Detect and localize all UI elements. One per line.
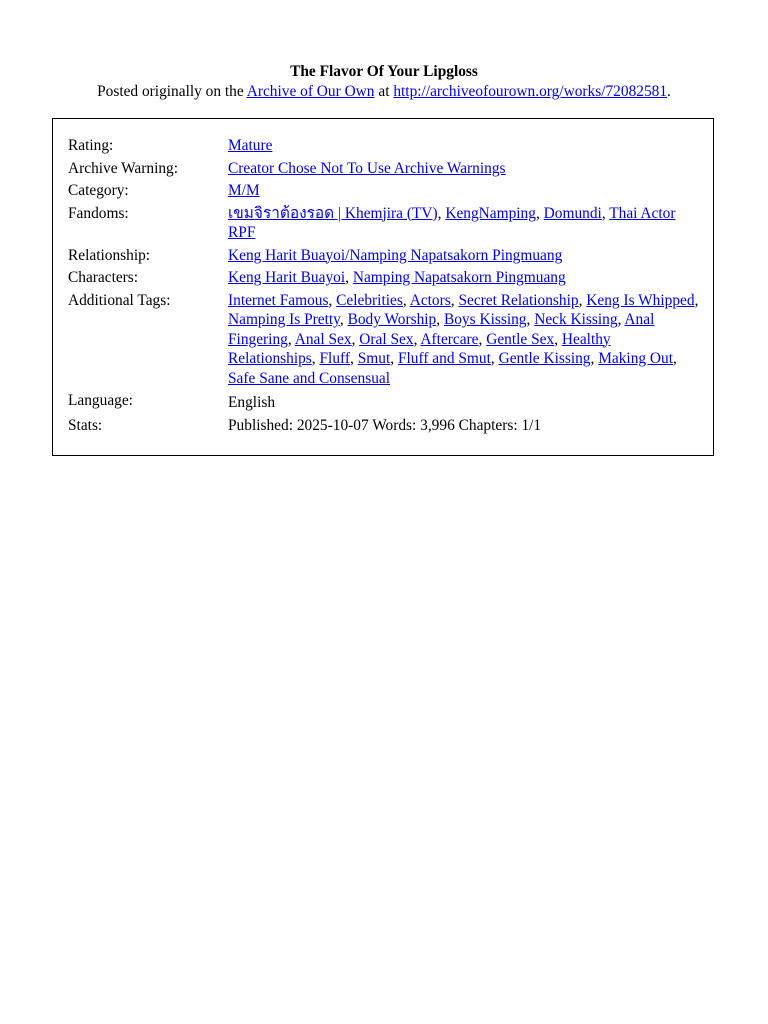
work-meta-box <box>52 118 714 456</box>
warning-label: Archive Warning: <box>68 159 179 177</box>
tag-link[interactable]: Fluff <box>319 350 351 367</box>
tag-link[interactable]: Anal Fingering <box>228 311 655 348</box>
rating-link[interactable]: Mature <box>228 137 273 154</box>
category-value <box>228 181 700 204</box>
tag-link[interactable]: Oral Sex <box>359 330 414 348</box>
meta-row-stats <box>68 416 700 439</box>
character-link[interactable]: Namping Napatsakorn Pingmuang <box>352 269 566 286</box>
meta-row-fandoms <box>68 204 700 246</box>
relationship-label: Relationship: <box>68 246 151 264</box>
tag-link[interactable]: Secret Relationship <box>458 291 579 309</box>
fandoms-value: เขมจิราต้องรอด | Khemjira (TV), KengNamping, Domundi, Thai Actor RPF <box>228 204 676 241</box>
tag-link[interactable]: Anal Sex <box>294 330 352 348</box>
language-text: English <box>228 394 276 411</box>
character-link[interactable]: Keng Harit Buayoi <box>228 269 346 286</box>
tag-link[interactable]: Aftercare <box>420 330 479 348</box>
posted-prefix: Posted originally on the <box>97 83 244 100</box>
characters-label: Characters: <box>68 269 139 286</box>
work-title: The Flavor Of Your Lipgloss <box>290 63 478 80</box>
language-label: Language: <box>68 392 133 409</box>
meta-row-relationship <box>68 246 700 269</box>
rating-value <box>228 136 700 159</box>
warning-link[interactable]: Creator Chose Not To Use Archive Warnings <box>228 159 506 177</box>
posted-suffix: . <box>667 83 671 100</box>
tags-label: Additional Tags: <box>68 291 171 309</box>
stats-text: Published: 2025-10-07 Words: 3,996 Chapters: 1/1 <box>228 416 542 434</box>
tag-link[interactable]: Celebrities <box>336 291 403 309</box>
work-meta-table <box>68 136 700 438</box>
fandom-link[interactable]: Domundi <box>543 204 602 222</box>
meta-row-warning <box>68 159 700 182</box>
tag-link[interactable]: Actors <box>409 291 451 309</box>
fandom-link[interactable]: Thai Actor RPF <box>228 204 676 241</box>
posted-middle: at <box>378 83 390 100</box>
stats-label: Stats: <box>68 416 103 434</box>
tag-link[interactable]: Internet Famous <box>228 291 329 309</box>
category-label: Category: <box>68 182 129 199</box>
language-value <box>228 391 700 416</box>
tag-link[interactable]: Fluff and Smut <box>397 350 491 367</box>
archive-link[interactable]: Archive of Our Own <box>246 83 375 100</box>
tag-link[interactable]: Gentle Sex <box>486 330 555 348</box>
tag-link[interactable]: Smut <box>357 350 391 367</box>
tag-link[interactable]: Body Worship <box>347 311 437 328</box>
characters-value: Keng Harit Buayoi, Namping Napatsakorn Pingmuang <box>228 269 566 286</box>
work-url-link[interactable]: http://archiveofourown.org/works/72082581 <box>393 83 668 100</box>
rating-label: Rating: <box>68 137 114 154</box>
fandom-link[interactable]: KengNamping <box>445 204 536 222</box>
tag-link[interactable]: Making Out <box>598 350 674 367</box>
posted-line <box>0 81 768 102</box>
meta-row-category <box>68 181 700 204</box>
tag-link[interactable]: Healthy Relationships <box>228 330 611 367</box>
meta-row-tags <box>68 291 700 392</box>
tag-link[interactable]: Boys Kissing <box>443 311 527 328</box>
work-header <box>0 62 768 102</box>
fandoms-label: Fandoms: <box>68 204 129 222</box>
warning-value <box>228 159 700 182</box>
tag-link[interactable]: Namping Is Pretty <box>228 311 340 328</box>
tag-link[interactable]: Gentle Kissing <box>498 350 591 367</box>
relationship-value <box>228 246 700 269</box>
meta-row-rating <box>68 136 700 159</box>
fandom-link[interactable]: เขมจิราต้องรอด | Khemjira (TV) <box>228 204 438 222</box>
tags-value: Internet Famous, Celebrities, Actors, Secret Relationship, Keng Is Whipped, Namping Is Pretty, Body Worship, Boys Kissing, Neck Kissing, Anal Fingering, Anal Sex, Oral Sex, Aftercare, Gentle Sex, Healthy Relationships, Fluff, Smut, Fluff and Smut, Gentle Kissing, Making Out, Safe Sane and Consensual <box>228 291 699 387</box>
meta-row-characters <box>68 268 700 291</box>
stats-value <box>228 416 700 439</box>
tag-link[interactable]: Neck Kissing <box>534 311 618 328</box>
relationship-link[interactable]: Keng Harit Buayoi/Namping Napatsakorn Pingmuang <box>228 246 563 264</box>
meta-row-language <box>68 391 700 416</box>
tag-link[interactable]: Safe Sane and Consensual <box>228 369 390 387</box>
tag-link[interactable]: Keng Is Whipped <box>586 291 695 309</box>
category-link[interactable]: M/M <box>228 182 260 199</box>
